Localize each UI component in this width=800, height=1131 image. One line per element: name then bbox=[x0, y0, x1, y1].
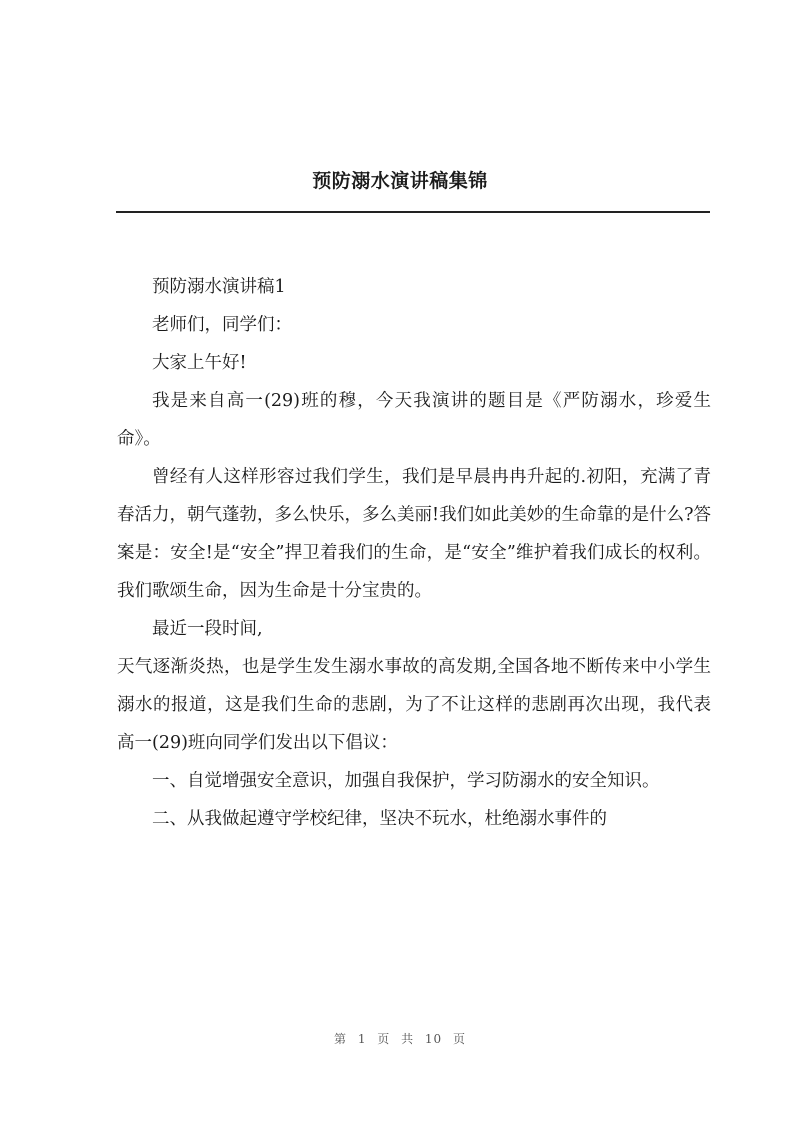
paragraph: 我是来自高一(29)班的穆，今天我演讲的题目是《严防溺水，珍爱生命》。 bbox=[117, 391, 711, 449]
paragraph: 天气逐渐炎热，也是学生发生溺水事故的高发期,全国各地不断传来中小学生溺水的报道，这是我们生命的悲剧，为了不让这样的悲剧再次出现，我代表高一(29)班向同学们发出以下倡议： bbox=[117, 657, 711, 753]
paragraph-greeting: 大家上午好! bbox=[152, 353, 247, 373]
paragraph: 二、从我做起遵守学校纪律，坚决不玩水，杜绝溺水事件的 bbox=[152, 809, 607, 829]
paragraph: 最近一段时间, bbox=[152, 619, 263, 639]
paragraph-heading: 预防溺水演讲稿1 bbox=[152, 277, 286, 297]
paragraph: 一、自觉增强安全意识，加强自我保护，学习防溺水的安全知识。 bbox=[152, 771, 660, 791]
title-underline bbox=[116, 211, 710, 213]
page-number-footer: 第 1 页 共 10 页 bbox=[334, 1032, 466, 1046]
paragraph-salutation: 老师们，同学们： bbox=[152, 315, 292, 335]
paragraph: 曾经有人这样形容过我们学生，我们是早晨冉冉升起的.初阳，充满了青春活力，朝气蓬勃，多么快乐，多么美丽!我们如此美妙的生命靠的是什么?答案是：安全!是“安全”捍卫着我们的生命，是“安全”维护着我们成长的权利。我们歌颂生命，因为生命是十分宝贵的。 bbox=[117, 467, 711, 601]
document-title: 预防溺水演讲稿集锦 bbox=[312, 170, 488, 192]
document-body bbox=[117, 268, 711, 838]
